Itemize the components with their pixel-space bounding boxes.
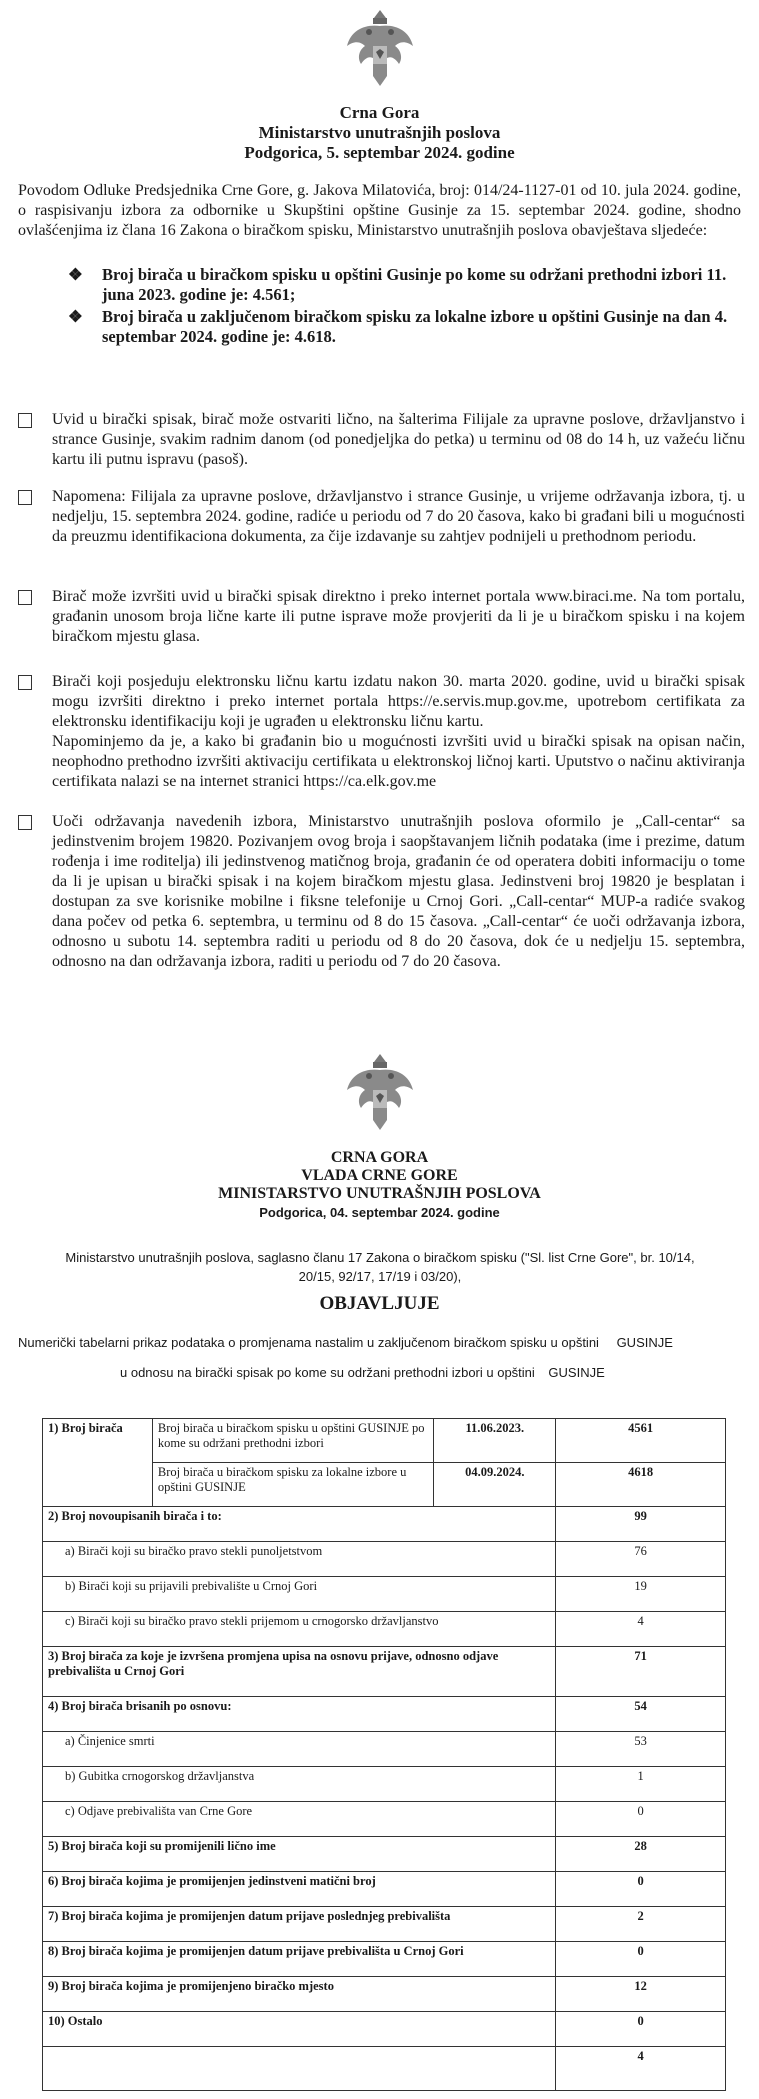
row-label: b) Gubitka crnogorskog državljanstva	[43, 1767, 556, 1802]
bullet-text: Broj birača u zaključenom biračkom spisku za lokalne izbore u opštini Gusinje na dan 4. septembar 2024. godine je: 4.618.	[102, 307, 728, 346]
description-line-2	[120, 1365, 740, 1380]
description-text: u odnosu na birački spisak po kome su održani prethodni izbori u opštini	[120, 1365, 535, 1380]
table-row	[43, 2047, 726, 2091]
section-text: Birači koji posjeduju elektronsku ličnu kartu izdatu nakon 30. marta 2020. godine, uvid u birački spisak mogu izvršiti direktno i preko internet portala https://e.servis.mup.gov.me, upotrebom certifikata za elektronsku identifikaciju koji je ugrađen u elektronsku ličnu kartu.	[52, 673, 745, 730]
cell-value: 12	[556, 1977, 726, 2012]
row-label: 2) Broj novoupisanih birača i to:	[43, 1507, 556, 1542]
cell-value: 54	[556, 1697, 726, 1732]
table-row	[43, 1542, 726, 1577]
table-row	[43, 1977, 726, 2012]
row-label: 1) Broj birača	[43, 1419, 153, 1507]
bullet-diamond-icon: ❖	[68, 265, 83, 284]
table-row	[43, 1647, 726, 1697]
bottom-government: VLADA CRNE GORE	[301, 1167, 458, 1184]
row-label: a) Činjenice smrti	[43, 1732, 556, 1767]
cell-value: 0	[556, 2012, 726, 2047]
row-label: 5) Broj birača koji su promijenili lično ime	[43, 1837, 556, 1872]
bottom-country: CRNA GORA	[330, 1149, 429, 1166]
cell-value: 4618	[556, 1463, 726, 1507]
section-text: Uvid u birački spisak, birač može ostvariti lično, na šalterima Filijale za upravne poslove, državljanstvo i strance Gusinje, svakim radnim danom (od ponedjeljka do petka) u terminu od 08 do 14 h, uz važeću ličnu kartu ili putnu ispravu (pasoš).	[52, 411, 745, 468]
section-access	[18, 410, 745, 470]
table-row	[43, 2012, 726, 2047]
table-row	[43, 1837, 726, 1872]
cell-description: Broj birača u biračkom spisku za lokalne izbore u opštini GUSINJE	[152, 1463, 434, 1507]
section-eid	[18, 672, 745, 792]
row-label: 3) Broj birača za koje je izvršena promjena upisa na osnovu prijave, odnosno odjave prebivališta u Crnoj Gori	[43, 1647, 556, 1697]
cell-value: 99	[556, 1507, 726, 1542]
row-label: 10) Ostalo	[43, 2012, 556, 2047]
row-label: 8) Broj birača kojima je promijenjen datum prijave prebivališta u Crnoj Gori	[43, 1942, 556, 1977]
bullet-diamond-icon: ❖	[68, 307, 83, 326]
section-portal	[18, 587, 745, 647]
cell-value: 1	[556, 1767, 726, 1802]
checkbox-icon	[18, 490, 32, 505]
cell-value: 71	[556, 1647, 726, 1697]
cell-value: 4	[556, 1612, 726, 1647]
description-text: Numerički tabelarni prikaz podataka o promjenama nastalim u zaključenom biračkom spisku u opštini	[18, 1335, 599, 1350]
cell-description: Broj birača u biračkom spisku u opštini GUSINJE po kome su održani prethodni izbori	[152, 1419, 434, 1463]
cell-value: 76	[556, 1542, 726, 1577]
intro-paragraph: Povodom Odluke Predsjednika Crne Gore, g. Jakova Milatovića, broj: 014/24-1127-01 od 10. jula 2024. godine, o raspisivanju izbora za odbornike u Skupštini opštine Gusinje za 15. septembar 2024. godine, shodno ovlašćenjima iz člana 16 Zakona o biračkom spisku, Ministarstvo unutrašnjih poslova obavještava sljedeće:	[18, 182, 741, 239]
description-line-1	[18, 1335, 748, 1350]
table-row	[43, 1732, 726, 1767]
cell-value: 0	[556, 1872, 726, 1907]
row-label: 6) Broj birača kojima je promijenjen jedinstveni matični broj	[43, 1872, 556, 1907]
row-label: c) Birači koji su biračko pravo stekli prijemom u crnogorsko državljanstvo	[43, 1612, 556, 1647]
row-label: b) Birači koji su prijavili prebivalište u Crnoj Gori	[43, 1577, 556, 1612]
municipality-name: GUSINJE	[548, 1365, 605, 1380]
row-label: 9) Broj birača kojima je promijenjeno biračko mjesto	[43, 1977, 556, 2012]
municipality-name: GUSINJE	[616, 1335, 673, 1350]
legal-basis: Ministarstvo unutrašnjih poslova, saglasno članu 17 Zakona o biračkom spisku ("Sl. list Crne Gore", br. 10/14, 20/15, 92/17, 17/19 i 03/20),	[65, 1250, 695, 1284]
announcement-title: OBJAVLJUJE	[319, 1293, 440, 1314]
cell-value: 0	[556, 1802, 726, 1837]
cell-value: 4	[556, 2047, 726, 2091]
row-label: 7) Broj birača kojima je promijenjen datum prijave poslednjeg prebivališta	[43, 1907, 556, 1942]
row-label: a) Birači koji su biračko pravo stekli punoljetstvom	[43, 1542, 556, 1577]
coat-of-arms-icon	[345, 6, 415, 90]
cell-value: 19	[556, 1577, 726, 1612]
row-label: 4) Broj birača brisanih po osnovu:	[43, 1697, 556, 1732]
row-label: c) Odjave prebivališta van Crne Gore	[43, 1802, 556, 1837]
section-text: Napomena: Filijala za upravne poslove, državljanstvo i strance Gusinje, u vrijeme održavanja izbora, tj. u nedjelju, 15. septembra 2024. godine, radiće u periodu od 7 do 20 časova, kako bi građani bili u mogućnosti da preuzmu identifikaciona dokumenta, za čije izdavanje su zahtjev podnijeli u prethodnom periodu.	[52, 488, 745, 545]
table-row	[43, 1907, 726, 1942]
bullet-item	[68, 307, 738, 347]
changes-table	[42, 1418, 726, 2091]
cell-value: 28	[556, 1837, 726, 1872]
bullet-item	[68, 265, 738, 305]
cell-value: 0	[556, 1942, 726, 1977]
table-row	[43, 1697, 726, 1732]
table-row	[43, 1577, 726, 1612]
cell-value: 53	[556, 1732, 726, 1767]
cell-value: 4561	[556, 1419, 726, 1463]
table-row	[43, 1942, 726, 1977]
table-row	[43, 1872, 726, 1907]
header-place-date: Podgorica, 5. septembar 2024. godine	[244, 143, 515, 162]
table-row	[43, 1802, 726, 1837]
table-row	[43, 1507, 726, 1542]
cell-date: 04.09.2024.	[434, 1463, 556, 1507]
bullet-text: Broj birača u biračkom spisku u opštini Gusinje po kome su održani prethodni izbori 11. juna 2023. godine je: 4.561;	[102, 265, 727, 304]
table-row	[43, 1612, 726, 1647]
checkbox-icon	[18, 675, 32, 690]
cell-value: 2	[556, 1907, 726, 1942]
bottom-place-date: Podgorica, 04. septembar 2024. godine	[259, 1205, 500, 1220]
table-row	[43, 1419, 726, 1463]
section-note	[18, 487, 745, 547]
header-country: Crna Gora	[339, 103, 420, 122]
section-text: Napominjemo da je, a kako bi građanin bio u mogućnosti izvršiti uvid u birački spisak na opisan način, neophodno prethodno izvršiti aktivaciju certifikata u elektronskoj ličnoj karti. Uputstvo o načinu aktiviranja certifikata nalazi se na internet stranici https://ca.elk.gov.me	[52, 733, 745, 790]
row-label	[43, 2047, 556, 2091]
section-text: Uoči održavanja navedenih izbora, Ministarstvo unutrašnjih poslova oformilo je „Call-centar“ sa jedinstvenim brojem 19820. Pozivanjem ovog broja i saopštavanjem ličnih podataka (ime i prezime, datum rođenja i ime roditelja) ili jedinstvenog matičnog broja, građanin će od operatera dobiti informaciju o tome da li je upisan u birački spisak i na kojem biračkom mjestu glasa. Jedinstveni broj 19820 je besplatan i dostupan za sve korisnike mobilne i fiksne telefonije u Crnoj Gori. „Call-centar“ MUP-a radiće svakog dana počev od petka 6. septembra, u terminu od 8 do 15 časova. „Call-centar“ će uoči održavanja izbora, odnosno u subotu 14. septembra raditi u periodu od 8 do 20 časova, dok će u nedjelju 15. septembra, odnosno na dan održavanja izbora, raditi u periodu od 7 do 20 časova.	[52, 813, 745, 970]
bullet-list	[68, 265, 738, 349]
coat-of-arms-icon	[345, 1050, 415, 1134]
checkbox-icon	[18, 413, 32, 428]
table-row	[43, 1767, 726, 1802]
checkbox-icon	[18, 815, 32, 830]
cell-date: 11.06.2023.	[434, 1419, 556, 1463]
bottom-ministry: MINISTARSTVO UNUTRAŠNJIH POSLOVA	[218, 1185, 541, 1202]
section-call-center	[18, 812, 745, 972]
section-text: Birač može izvršiti uvid u birački spisak direktno i preko internet portala www.biraci.me. Na tom portalu, građanin unosom broja lične karte ili putne isprave može provjeriti da li je u biračkom spisku i na kojem biračkom mjestu glasa.	[52, 588, 745, 645]
header-ministry: Ministarstvo unutrašnjih poslova	[258, 123, 501, 142]
checkbox-icon	[18, 590, 32, 605]
